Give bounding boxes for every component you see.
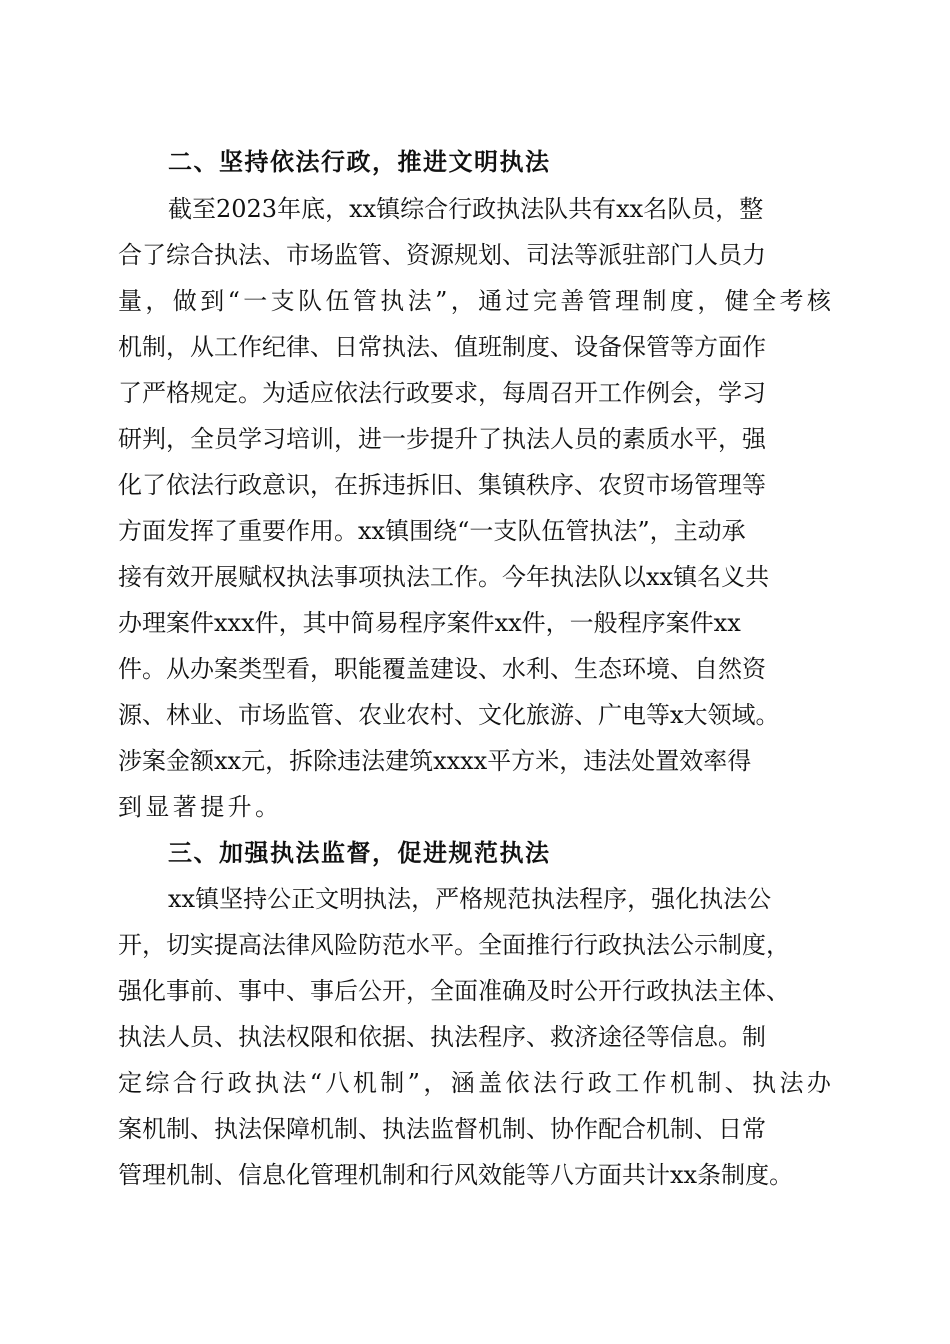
section-two-line: 机制，从工作纪律、日常执法、值班制度、设备保管等方面作 — [118, 333, 766, 361]
section-two-line: 接有效开展赋权执法事项执法工作。今年执法队以xx镇名义共 — [118, 563, 770, 591]
section-two-line: 方面发挥了重要作用。xx镇围绕“一支队伍管执法”，主动承 — [118, 517, 746, 545]
section-three-line: 案机制、执法保障机制、执法监督机制、协作配合机制、日常 — [118, 1115, 766, 1143]
section-three-line: 定综合行政执法“八机制”，涵盖依法行政工作机制、执法办 — [118, 1069, 835, 1097]
section-three-heading: 三、加强执法监督，促进规范执法 — [168, 839, 551, 867]
section-two-heading: 二、坚持依法行政，推进文明执法 — [168, 148, 551, 176]
section-two-line: 了严格规定。为适应依法行政要求，每周召开工作例会，学习 — [118, 379, 766, 407]
section-two-line: 量，做到“一支队伍管执法”，通过完善管理制度，健全考核 — [118, 287, 835, 315]
section-two-line: 涉案金额xx元，拆除违法建筑xxxx平方米，违法处置效率得 — [118, 747, 752, 775]
section-three-line: 管理机制、信息化管理机制和行风效能等八方面共计xx条制度。 — [118, 1161, 794, 1189]
section-two-line: 源、林业、市场监管、农业农村、文化旅游、广电等x大领域。 — [118, 701, 780, 729]
section-two-line: 办理案件xxx件，其中简易程序案件xx件，一般程序案件xx — [118, 609, 741, 637]
section-three-line: 强化事前、事中、事后公开，全面准确及时公开行政执法主体、 — [118, 977, 790, 1005]
section-two-line: 截至2023年底，xx镇综合行政执法队共有xx名队员，整 — [168, 195, 764, 223]
section-two-line: 件。从办案类型看，职能覆盖建设、水利、生态环境、自然资 — [118, 655, 766, 683]
section-two-line: 研判，全员学习培训，进一步提升了执法人员的素质水平，强 — [118, 425, 766, 453]
section-two-line: 合了综合执法、市场监管、资源规划、司法等派驻部门人员力 — [118, 241, 766, 269]
section-three-line: xx镇坚持公正文明执法，严格规范执法程序，强化执法公 — [168, 885, 772, 913]
section-three-line: 开，切实提高法律风险防范水平。全面推行行政执法公示制度， — [118, 931, 790, 959]
section-two-line: 化了依法行政意识，在拆违拆旧、集镇秩序、农贸市场管理等 — [118, 471, 766, 499]
section-two-line: 到显著提升。 — [118, 793, 283, 821]
section-three-line: 执法人员、执法权限和依据、执法程序、救济途径等信息。制 — [118, 1023, 766, 1051]
